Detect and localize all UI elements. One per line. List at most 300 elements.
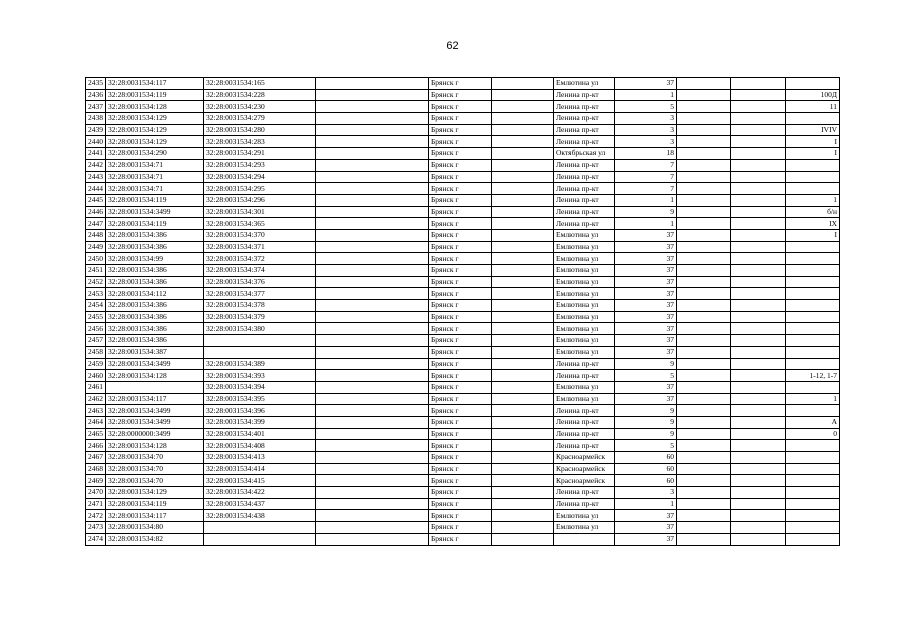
premises-cell: I: [786, 229, 840, 241]
blank-cell: [492, 498, 554, 510]
blank-cell: [731, 101, 786, 113]
blank-cell: [731, 405, 786, 417]
blank-cell: [677, 159, 731, 171]
blank-cell: [492, 206, 554, 218]
premises-cell: 1-12, 1-7: [786, 370, 840, 382]
row-number-cell: 2471: [86, 498, 106, 510]
blank-cell: [316, 381, 429, 393]
parent-cadastral-cell: 32:28:0031534:128: [106, 440, 204, 452]
row-number-cell: 2444: [86, 183, 106, 195]
blank-cell: [492, 428, 554, 440]
blank-cell: [316, 78, 429, 90]
cadastral-number-cell: 32:28:0031534:228: [204, 89, 316, 101]
house-number-cell: 18: [615, 148, 677, 160]
blank-cell: [492, 194, 554, 206]
premises-cell: [786, 498, 840, 510]
parent-cadastral-cell: 32:28:0031534:71: [106, 159, 204, 171]
blank-cell: [731, 510, 786, 522]
city-cell: Брянск г: [429, 440, 492, 452]
house-number-cell: 5: [615, 101, 677, 113]
row-number-cell: 2467: [86, 452, 106, 464]
blank-cell: [492, 370, 554, 382]
street-cell: Емлютина ул: [554, 346, 615, 358]
house-number-cell: 3: [615, 113, 677, 125]
house-number-cell: 5: [615, 370, 677, 382]
blank-cell: [677, 276, 731, 288]
parent-cadastral-cell: 32:28:0031534:117: [106, 78, 204, 90]
premises-cell: [786, 475, 840, 487]
street-cell: Емлютина ул: [554, 276, 615, 288]
blank-cell: [677, 463, 731, 475]
table-row: [86, 183, 840, 195]
parent-cadastral-cell: 32:28:0031534:386: [106, 229, 204, 241]
blank-cell: [677, 229, 731, 241]
cadastral-number-cell: 32:28:0031534:279: [204, 113, 316, 125]
house-number-cell: 9: [615, 358, 677, 370]
blank-cell: [677, 440, 731, 452]
blank-cell: [492, 311, 554, 323]
premises-cell: 0: [786, 428, 840, 440]
row-number-cell: 2441: [86, 148, 106, 160]
blank-cell: [731, 416, 786, 428]
blank-cell: [316, 124, 429, 136]
blank-cell: [316, 183, 429, 195]
table-row: [86, 194, 840, 206]
street-cell: Красноармейск: [554, 452, 615, 464]
blank-cell: [731, 288, 786, 300]
blank-cell: [316, 522, 429, 534]
street-cell: Ленина пр-кт: [554, 370, 615, 382]
blank-cell: [492, 101, 554, 113]
table-row: [86, 346, 840, 358]
house-number-cell: 7: [615, 159, 677, 171]
parent-cadastral-cell: 32:28:0031534:129: [106, 136, 204, 148]
blank-cell: [316, 510, 429, 522]
blank-cell: [492, 276, 554, 288]
city-cell: Брянск г: [429, 159, 492, 171]
parent-cadastral-cell: 32:28:0031534:80: [106, 522, 204, 534]
parent-cadastral-cell: 32:28:0031534:129: [106, 487, 204, 499]
table-row: [86, 136, 840, 148]
table-row: [86, 405, 840, 417]
blank-cell: [316, 416, 429, 428]
table-row: [86, 265, 840, 277]
row-number-cell: 2445: [86, 194, 106, 206]
premises-cell: [786, 78, 840, 90]
cadastral-number-cell: 32:28:0031534:374: [204, 265, 316, 277]
row-number-cell: 2449: [86, 241, 106, 253]
city-cell: Брянск г: [429, 276, 492, 288]
blank-cell: [316, 113, 429, 125]
cadastral-number-cell: 32:28:0031534:370: [204, 229, 316, 241]
blank-cell: [677, 148, 731, 160]
row-number-cell: 2468: [86, 463, 106, 475]
blank-cell: [677, 300, 731, 312]
parent-cadastral-cell: 32:28:0031534:99: [106, 253, 204, 265]
blank-cell: [731, 440, 786, 452]
blank-cell: [316, 229, 429, 241]
blank-cell: [316, 89, 429, 101]
city-cell: Брянск г: [429, 533, 492, 545]
table-row: [86, 510, 840, 522]
blank-cell: [492, 159, 554, 171]
premises-cell: 1: [786, 393, 840, 405]
row-number-cell: 2442: [86, 159, 106, 171]
blank-cell: [492, 229, 554, 241]
premises-cell: [786, 323, 840, 335]
city-cell: Брянск г: [429, 381, 492, 393]
blank-cell: [677, 428, 731, 440]
premises-cell: [786, 288, 840, 300]
blank-cell: [677, 253, 731, 265]
row-number-cell: 2466: [86, 440, 106, 452]
house-number-cell: 7: [615, 171, 677, 183]
blank-cell: [677, 358, 731, 370]
house-number-cell: 7: [615, 183, 677, 195]
house-number-cell: 37: [615, 300, 677, 312]
blank-cell: [492, 487, 554, 499]
cadastral-number-cell: 32:28:0031534:230: [204, 101, 316, 113]
premises-cell: [786, 276, 840, 288]
parent-cadastral-cell: 32:28:0031534:71: [106, 183, 204, 195]
city-cell: Брянск г: [429, 346, 492, 358]
parent-cadastral-cell: 32:28:0031534:82: [106, 533, 204, 545]
page-number: 62: [446, 40, 459, 52]
street-cell: Октябрьская ул: [554, 148, 615, 160]
blank-cell: [677, 510, 731, 522]
cadastral-number-cell: 32:28:0031534:378: [204, 300, 316, 312]
premises-cell: [786, 300, 840, 312]
blank-cell: [731, 311, 786, 323]
blank-cell: [316, 311, 429, 323]
table-row: [86, 475, 840, 487]
blank-cell: [677, 288, 731, 300]
cadastral-number-cell: 32:28:0031534:294: [204, 171, 316, 183]
blank-cell: [316, 393, 429, 405]
blank-cell: [731, 218, 786, 230]
cadastral-number-cell: 32:28:0031534:438: [204, 510, 316, 522]
blank-cell: [677, 101, 731, 113]
row-number-cell: 2460: [86, 370, 106, 382]
blank-cell: [316, 101, 429, 113]
blank-cell: [492, 253, 554, 265]
blank-cell: [492, 510, 554, 522]
blank-cell: [731, 487, 786, 499]
blank-cell: [492, 183, 554, 195]
city-cell: Брянск г: [429, 498, 492, 510]
street-cell: Емлютина ул: [554, 288, 615, 300]
premises-cell: [786, 533, 840, 545]
cadastral-number-cell: [204, 533, 316, 545]
parent-cadastral-cell: 32:28:0031534:71: [106, 171, 204, 183]
blank-cell: [316, 358, 429, 370]
cadastral-number-cell: 32:28:0031534:301: [204, 206, 316, 218]
premises-cell: [786, 358, 840, 370]
street-cell: Емлютина ул: [554, 265, 615, 277]
table-row: [86, 440, 840, 452]
premises-cell: [786, 265, 840, 277]
house-number-cell: 1: [615, 218, 677, 230]
parent-cadastral-cell: 32:28:0031534:128: [106, 370, 204, 382]
premises-cell: 1: [786, 194, 840, 206]
city-cell: Брянск г: [429, 335, 492, 347]
cadastral-number-cell: 32:28:0031534:393: [204, 370, 316, 382]
blank-cell: [492, 323, 554, 335]
blank-cell: [677, 89, 731, 101]
blank-cell: [677, 124, 731, 136]
blank-cell: [492, 381, 554, 393]
blank-cell: [316, 346, 429, 358]
blank-cell: [731, 183, 786, 195]
blank-cell: [677, 171, 731, 183]
blank-cell: [731, 206, 786, 218]
blank-cell: [492, 475, 554, 487]
blank-cell: [492, 171, 554, 183]
street-cell: Ленина пр-кт: [554, 171, 615, 183]
cadastral-number-cell: [204, 522, 316, 534]
blank-cell: [316, 218, 429, 230]
table-row: [86, 206, 840, 218]
blank-cell: [731, 335, 786, 347]
blank-cell: [677, 381, 731, 393]
blank-cell: [677, 265, 731, 277]
premises-cell: [786, 335, 840, 347]
blank-cell: [677, 416, 731, 428]
parent-cadastral-cell: 32:28:0031534:3499: [106, 405, 204, 417]
blank-cell: [731, 428, 786, 440]
blank-cell: [677, 452, 731, 464]
premises-cell: [786, 487, 840, 499]
blank-cell: [492, 265, 554, 277]
house-number-cell: 3: [615, 487, 677, 499]
street-cell: Емлютина ул: [554, 510, 615, 522]
blank-cell: [492, 136, 554, 148]
row-number-cell: 2438: [86, 113, 106, 125]
parent-cadastral-cell: 32:28:0031534:119: [106, 218, 204, 230]
blank-cell: [316, 405, 429, 417]
house-number-cell: 37: [615, 335, 677, 347]
blank-cell: [492, 335, 554, 347]
blank-cell: [731, 358, 786, 370]
blank-cell: [731, 159, 786, 171]
street-cell: Ленина пр-кт: [554, 194, 615, 206]
row-number-cell: 2463: [86, 405, 106, 417]
blank-cell: [316, 323, 429, 335]
blank-cell: [316, 487, 429, 499]
blank-cell: [316, 148, 429, 160]
blank-cell: [492, 452, 554, 464]
city-cell: Брянск г: [429, 241, 492, 253]
premises-cell: 100Д: [786, 89, 840, 101]
row-number-cell: 2440: [86, 136, 106, 148]
row-number-cell: 2453: [86, 288, 106, 300]
blank-cell: [731, 452, 786, 464]
blank-cell: [492, 89, 554, 101]
blank-cell: [677, 194, 731, 206]
cadastral-number-cell: 32:28:0031534:395: [204, 393, 316, 405]
blank-cell: [677, 487, 731, 499]
premises-cell: IX: [786, 218, 840, 230]
house-number-cell: 37: [615, 311, 677, 323]
blank-cell: [677, 136, 731, 148]
blank-cell: [677, 323, 731, 335]
table-row: [86, 323, 840, 335]
city-cell: Брянск г: [429, 358, 492, 370]
blank-cell: [677, 78, 731, 90]
cadastral-number-cell: 32:28:0031534:396: [204, 405, 316, 417]
premises-cell: [786, 452, 840, 464]
parent-cadastral-cell: 32:28:0031534:386: [106, 300, 204, 312]
street-cell: Ленина пр-кт: [554, 405, 615, 417]
house-number-cell: 37: [615, 253, 677, 265]
parent-cadastral-cell: 32:28:0031534:119: [106, 194, 204, 206]
street-cell: Ленина пр-кт: [554, 124, 615, 136]
street-cell: Красноармейск: [554, 475, 615, 487]
street-cell: Ленина пр-кт: [554, 218, 615, 230]
cadastral-number-cell: 32:28:0031534:413: [204, 452, 316, 464]
city-cell: Брянск г: [429, 136, 492, 148]
street-cell: Ленина пр-кт: [554, 440, 615, 452]
city-cell: Брянск г: [429, 300, 492, 312]
house-number-cell: 37: [615, 229, 677, 241]
street-cell: Ленина пр-кт: [554, 136, 615, 148]
table-row: [86, 452, 840, 464]
parent-cadastral-cell: 32:28:0031534:3499: [106, 358, 204, 370]
parent-cadastral-cell: 32:28:0031534:129: [106, 124, 204, 136]
premises-cell: б/н: [786, 206, 840, 218]
cadastral-number-cell: 32:28:0031534:394: [204, 381, 316, 393]
house-number-cell: 1: [615, 89, 677, 101]
row-number-cell: 2452: [86, 276, 106, 288]
blank-cell: [492, 533, 554, 545]
row-number-cell: 2443: [86, 171, 106, 183]
blank-cell: [677, 405, 731, 417]
premises-cell: [786, 381, 840, 393]
table-row: [86, 159, 840, 171]
cadastral-number-cell: 32:28:0031534:291: [204, 148, 316, 160]
blank-cell: [677, 241, 731, 253]
blank-cell: [677, 522, 731, 534]
parent-cadastral-cell: 32:28:0031534:129: [106, 113, 204, 125]
blank-cell: [677, 206, 731, 218]
table-row: [86, 124, 840, 136]
blank-cell: [316, 276, 429, 288]
parent-cadastral-cell: 32:28:0031534:386: [106, 335, 204, 347]
cadastral-number-cell: 32:28:0031534:280: [204, 124, 316, 136]
house-number-cell: 37: [615, 346, 677, 358]
row-number-cell: 2436: [86, 89, 106, 101]
house-number-cell: 9: [615, 428, 677, 440]
city-cell: Брянск г: [429, 253, 492, 265]
blank-cell: [316, 335, 429, 347]
parent-cadastral-cell: 32:28:0000000:3499: [106, 428, 204, 440]
table-row: [86, 311, 840, 323]
blank-cell: [316, 475, 429, 487]
street-cell: Ленина пр-кт: [554, 159, 615, 171]
table-row: [86, 288, 840, 300]
row-number-cell: 2474: [86, 533, 106, 545]
street-cell: Ленина пр-кт: [554, 416, 615, 428]
city-cell: Брянск г: [429, 416, 492, 428]
house-number-cell: 9: [615, 405, 677, 417]
street-cell: Емлютина ул: [554, 381, 615, 393]
table-row: [86, 393, 840, 405]
premises-cell: [786, 113, 840, 125]
blank-cell: [316, 206, 429, 218]
premises-cell: [786, 311, 840, 323]
parent-cadastral-cell: 32:28:0031534:117: [106, 510, 204, 522]
house-number-cell: 3: [615, 124, 677, 136]
cadastral-number-cell: 32:28:0031534:408: [204, 440, 316, 452]
parent-cadastral-cell: 32:28:0031534:128: [106, 101, 204, 113]
house-number-cell: 37: [615, 78, 677, 90]
blank-cell: [492, 405, 554, 417]
table-row: [86, 101, 840, 113]
row-number-cell: 2458: [86, 346, 106, 358]
house-number-cell: 9: [615, 206, 677, 218]
blank-cell: [677, 393, 731, 405]
blank-cell: [731, 253, 786, 265]
house-number-cell: 37: [615, 288, 677, 300]
street-cell: Ленина пр-кт: [554, 183, 615, 195]
blank-cell: [677, 370, 731, 382]
parent-cadastral-cell: 32:28:0031534:386: [106, 276, 204, 288]
blank-cell: [492, 522, 554, 534]
premises-cell: А: [786, 416, 840, 428]
parent-cadastral-cell: [106, 381, 204, 393]
blank-cell: [677, 218, 731, 230]
city-cell: Брянск г: [429, 370, 492, 382]
blank-cell: [316, 428, 429, 440]
city-cell: Брянск г: [429, 265, 492, 277]
street-cell: Емлютина ул: [554, 323, 615, 335]
street-cell: Емлютина ул: [554, 229, 615, 241]
table-row: [86, 487, 840, 499]
blank-cell: [731, 148, 786, 160]
blank-cell: [492, 288, 554, 300]
premises-cell: [786, 241, 840, 253]
house-number-cell: 1: [615, 194, 677, 206]
premises-cell: [786, 159, 840, 171]
cadastral-number-cell: [204, 346, 316, 358]
table-row: [86, 229, 840, 241]
blank-cell: [731, 300, 786, 312]
premises-cell: I: [786, 148, 840, 160]
blank-cell: [492, 463, 554, 475]
city-cell: Брянск г: [429, 206, 492, 218]
row-number-cell: 2439: [86, 124, 106, 136]
blank-cell: [316, 533, 429, 545]
table-row: [86, 113, 840, 125]
parent-cadastral-cell: 32:28:0031534:70: [106, 475, 204, 487]
blank-cell: [731, 229, 786, 241]
blank-cell: [731, 370, 786, 382]
row-number-cell: 2456: [86, 323, 106, 335]
cadastral-number-cell: 32:28:0031534:365: [204, 218, 316, 230]
cadastral-number-cell: 32:28:0031534:376: [204, 276, 316, 288]
blank-cell: [492, 300, 554, 312]
house-number-cell: 37: [615, 265, 677, 277]
table-body: [86, 78, 840, 546]
house-number-cell: 37: [615, 323, 677, 335]
cadastral-number-cell: 32:28:0031534:422: [204, 487, 316, 499]
blank-cell: [492, 393, 554, 405]
cadastral-number-cell: 32:28:0031534:399: [204, 416, 316, 428]
city-cell: Брянск г: [429, 218, 492, 230]
blank-cell: [731, 346, 786, 358]
house-number-cell: 1: [615, 498, 677, 510]
premises-cell: [786, 183, 840, 195]
